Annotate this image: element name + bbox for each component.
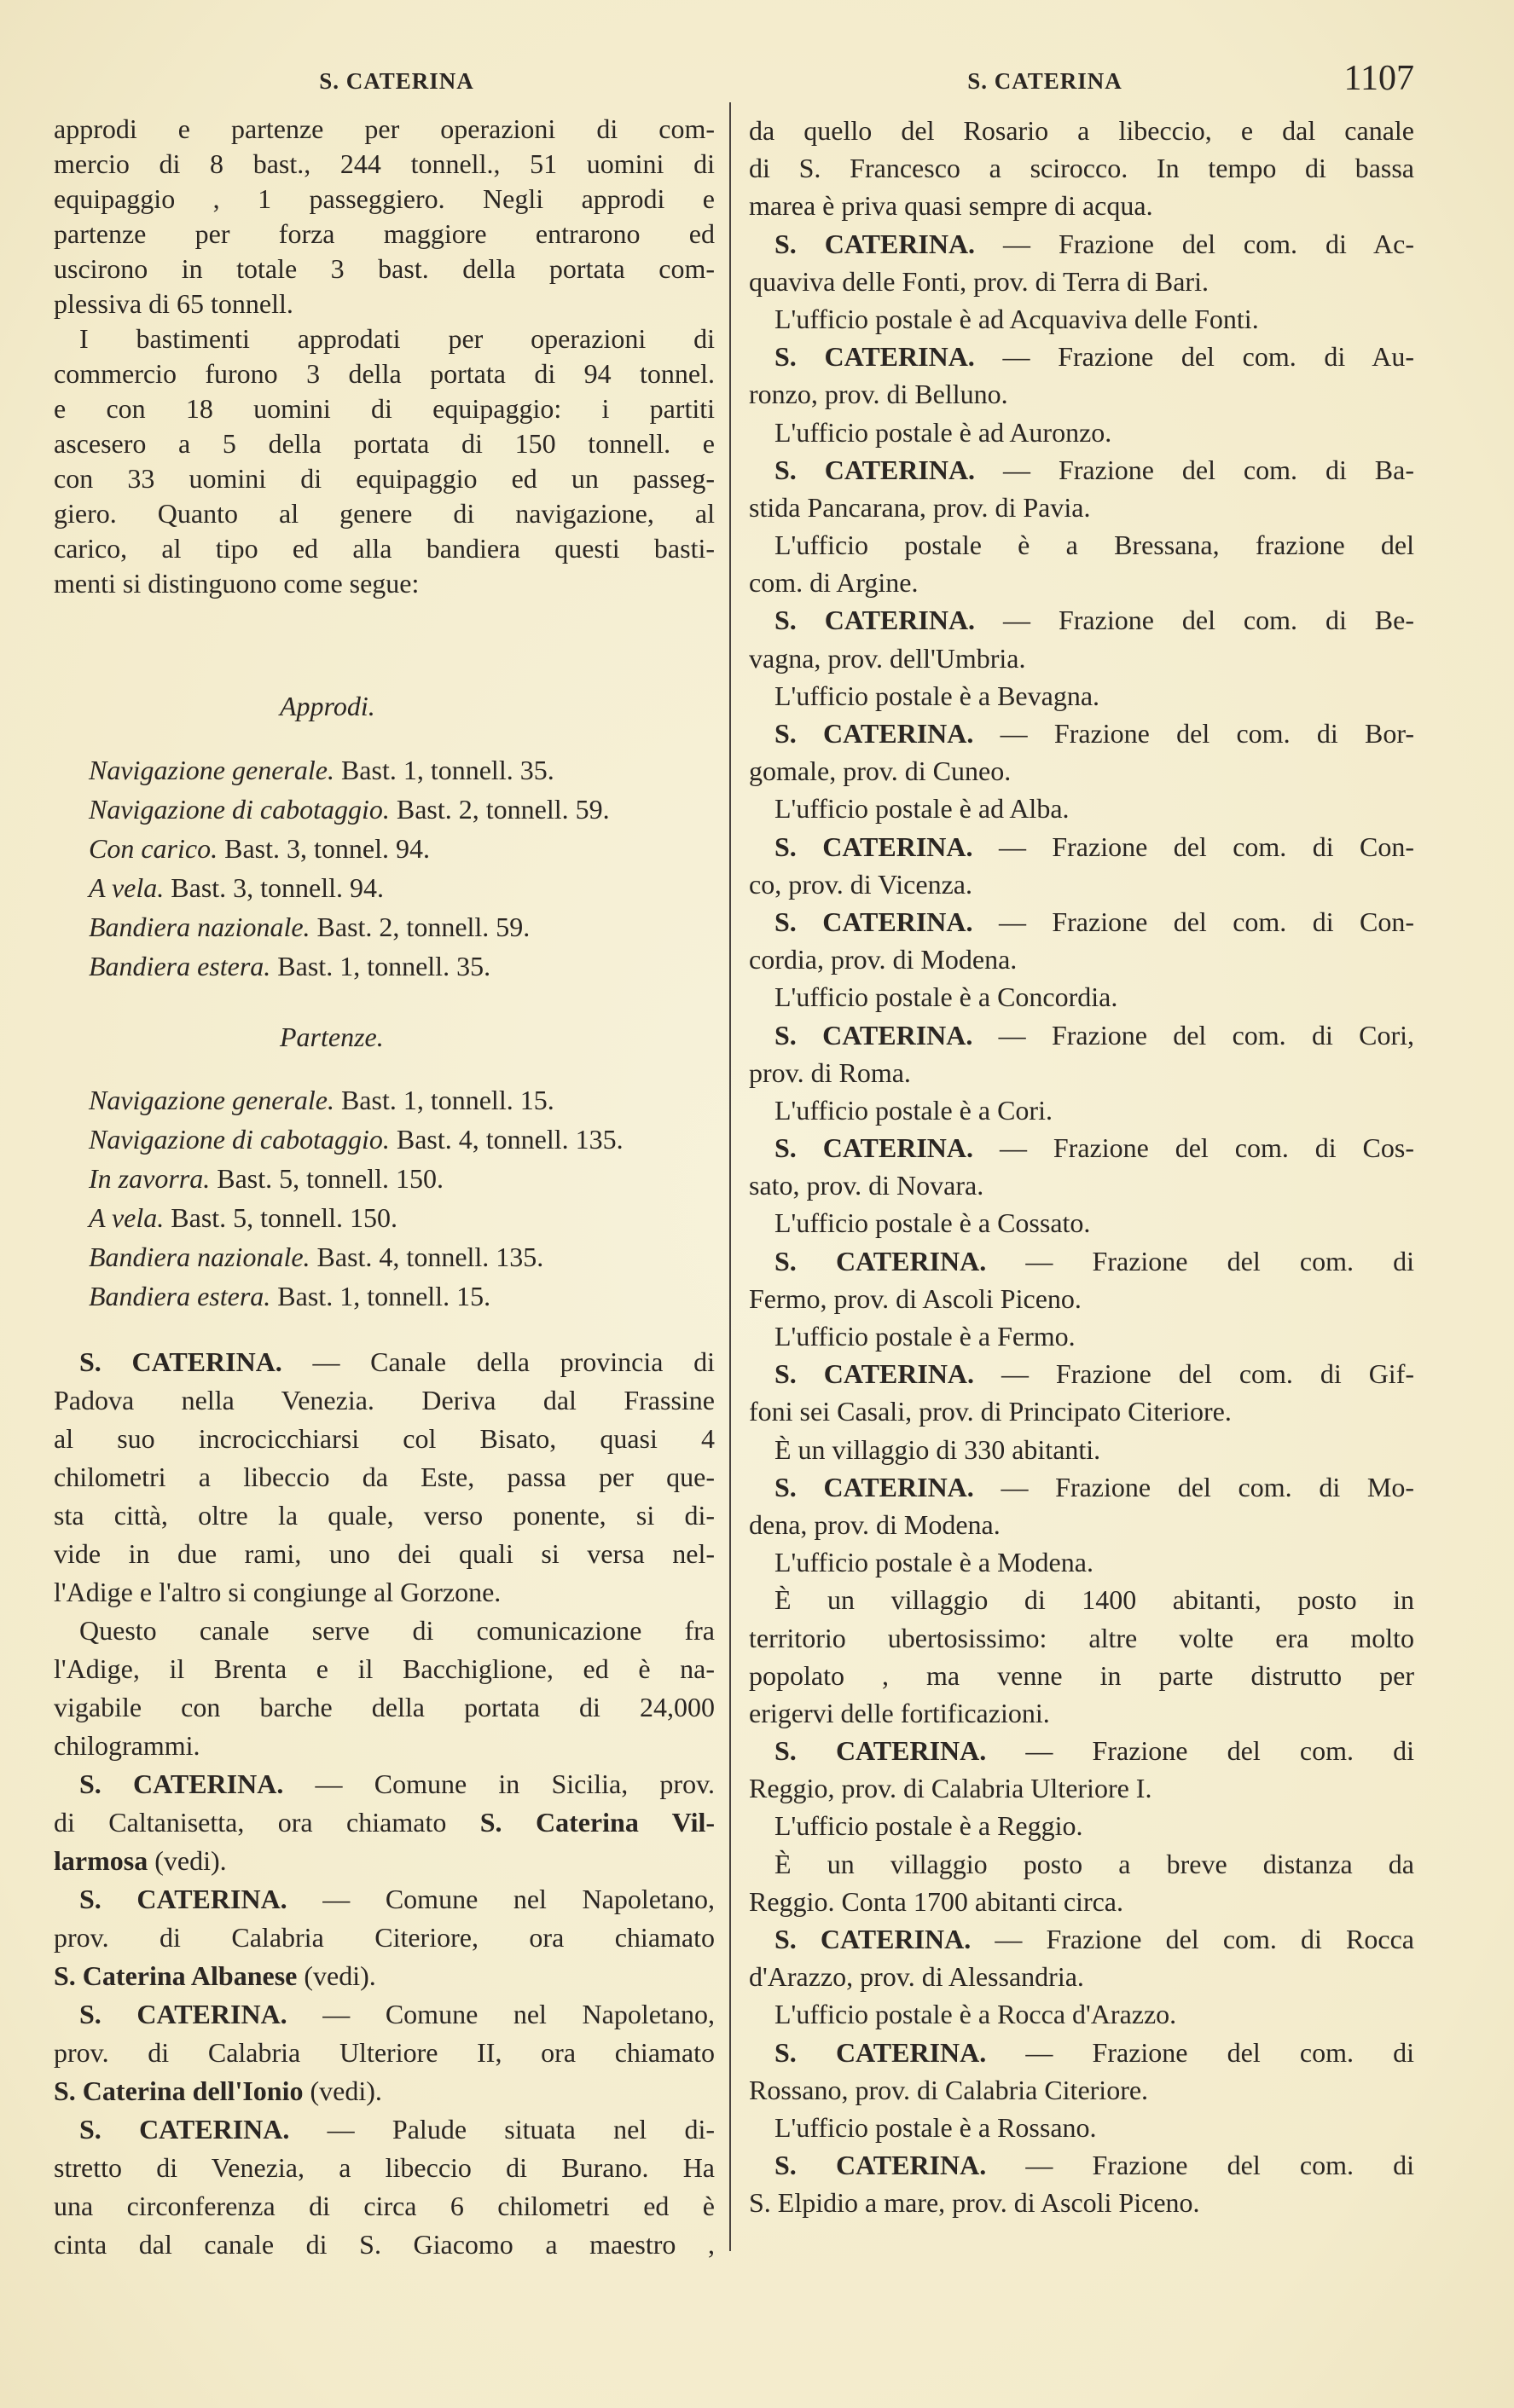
text-line	[54, 1343, 715, 1381]
line-text: stida Pancarana, prov. di Pavia.	[749, 491, 1091, 523]
line-text: — Frazione del com. di	[986, 1245, 1414, 1276]
line-text: vide in due rami, uno dei quali si versa nel-	[54, 1538, 715, 1569]
text-line	[749, 1543, 1414, 1581]
text-line	[749, 1204, 1414, 1242]
italic-label: Bandiera estera.	[89, 951, 271, 981]
line-text: vagna, prov. dell'Umbria.	[749, 642, 1026, 674]
text-line	[749, 225, 1414, 263]
line-text: menti si distinguono come segue:	[54, 568, 420, 599]
line-text: L'ufficio postale è ad Acquaviva delle Fonti.	[774, 303, 1259, 334]
line-text: giero. Quanto al genere di navigazione, al	[54, 498, 715, 529]
line-text: ronzo, prov. di Belluno.	[749, 379, 1008, 410]
text-line	[54, 496, 715, 531]
text-line	[749, 1694, 1414, 1732]
page-number: 1107	[1343, 59, 1414, 98]
line-text: Fermo, prov. di Ascoli Piceno.	[749, 1282, 1082, 1314]
entry-headword: S. CATERINA.	[79, 1999, 287, 2029]
text-line	[749, 1732, 1414, 1769]
line-text: (vedi).	[297, 1960, 376, 1991]
line-text: È un villaggio di 330 abitanti.	[774, 1433, 1101, 1465]
line-text: Bast. 1, tonnell. 15.	[334, 1085, 554, 1115]
line-text: — Frazione del com. di Gif-	[974, 1358, 1414, 1390]
text-line	[749, 1280, 1414, 1317]
text-line	[749, 677, 1414, 715]
line-text: sta città, oltre la quale, verso ponente, si di-	[54, 1500, 715, 1531]
line-text: Padova nella Venezia. Deriva dal Frassine	[54, 1385, 715, 1415]
line-text: Bast. 1, tonnell. 35.	[270, 951, 491, 981]
line-text: — Frazione del com. di	[986, 2036, 1414, 2068]
line-text: popolato , ma venne in parte distrutto per	[749, 1659, 1414, 1691]
line-text: Bast. 3, tonnell. 94.	[164, 872, 385, 903]
line-text: stretto di Venezia, a libeccio di Burano. Ha	[54, 2152, 715, 2183]
text-line	[749, 1769, 1414, 1807]
line-text: equipaggio , 1 passeggiero. Negli approdi e	[54, 183, 715, 214]
entries-left	[54, 1343, 715, 2264]
text-line	[54, 147, 715, 182]
text-line	[54, 1650, 715, 1688]
text-line	[749, 978, 1414, 1016]
line-text: — Frazione del com. di Rocca	[971, 1924, 1414, 1954]
line-text: I bastimenti approdati per operazioni di	[79, 323, 715, 354]
text-line	[54, 750, 715, 790]
text-line	[749, 564, 1414, 601]
entry-headword: S. CATERINA.	[774, 1019, 973, 1051]
italic-label: A vela.	[89, 872, 165, 903]
line-text: e con 18 uomini di equipaggio: i partiti	[54, 393, 715, 424]
text-line	[749, 489, 1414, 526]
approdi-heading: Approdi.	[280, 691, 375, 721]
text-line	[54, 391, 715, 426]
text-line	[54, 252, 715, 287]
line-text: — Frazione del com. di	[986, 1735, 1414, 1767]
text-line	[54, 1995, 715, 2034]
line-text: — Canale della provincia di	[281, 1346, 715, 1377]
line-text: L'ufficio postale è ad Auronzo.	[774, 416, 1112, 448]
entry-headword: S. Caterina Albanese	[54, 1960, 298, 1991]
line-text: commercio furono 3 della portata di 94 tonnel.	[54, 358, 715, 389]
line-text: — Frazione del com. di Be-	[975, 605, 1414, 636]
line-text: L'ufficio postale è a Cori.	[774, 1094, 1053, 1126]
line-text: — Frazione del com. di Cos-	[973, 1132, 1414, 1164]
approdi-list	[54, 750, 715, 986]
line-text: Bast. 4, tonnell. 135.	[389, 1124, 624, 1155]
line-text: foni sei Casali, prov. di Principato Citeriore.	[749, 1396, 1232, 1427]
text-line	[54, 2110, 715, 2149]
text-line	[749, 2109, 1414, 2146]
line-text: com. di Argine.	[749, 567, 919, 599]
intro-paragraphs	[54, 112, 715, 601]
text-line	[749, 2184, 1414, 2221]
line-text: l'Adige, il Brenta e il Bacchiglione, ed è na-	[54, 1653, 715, 1684]
line-text: quaviva delle Fonti, prov. di Terra di Bari.	[749, 265, 1209, 297]
line-text: sato, prov. di Novara.	[749, 1170, 984, 1201]
line-text: — Frazione del com. di Con-	[972, 831, 1414, 862]
column-divider	[729, 102, 731, 2251]
text-line	[54, 2226, 715, 2264]
line-text: erigervi delle fortificazioni.	[749, 1697, 1050, 1728]
text-line	[54, 1237, 715, 1276]
line-text: dena, prov. di Modena.	[749, 1508, 1001, 1540]
text-line	[54, 1957, 715, 1995]
line-text: l'Adige e l'altro si congiunge al Gorzone.	[54, 1577, 502, 1607]
line-text: marea è priva quasi sempre di acqua.	[749, 190, 1153, 222]
line-text: di Caltanisetta, ora chiamato	[54, 1807, 480, 1838]
line-text: S. Elpidio a mare, prov. di Ascoli Piceno.	[749, 2187, 1200, 2219]
line-text: — Frazione del com. di Bor-	[973, 718, 1414, 749]
entry-headword: S. CATERINA.	[774, 1245, 987, 1276]
text-line	[749, 2034, 1414, 2071]
text-line	[749, 451, 1414, 489]
line-text: Bast. 3, tonnel. 94.	[218, 833, 430, 864]
line-text: prov. di Roma.	[749, 1056, 911, 1088]
line-text: territorio ubertosissimo: altre volte era molto	[749, 1622, 1414, 1653]
line-text: (vedi).	[303, 2075, 382, 2106]
text-line	[749, 1581, 1414, 1618]
right-column	[749, 112, 1414, 2222]
entry-headword: S. CATERINA.	[774, 2150, 987, 2181]
line-text: uscirono in totale 3 bast. della portata com-	[54, 253, 715, 284]
text-line	[54, 1765, 715, 1803]
line-text: approdi e partenze per operazioni di com-	[54, 113, 715, 144]
text-line	[749, 790, 1414, 827]
text-line	[54, 2187, 715, 2226]
text-line	[54, 1842, 715, 1880]
text-line	[749, 1883, 1414, 1920]
line-text: di S. Francesco a scirocco. In tempo di bassa	[749, 153, 1414, 184]
line-text: Rossano, prov. di Calabria Citeriore.	[749, 2074, 1149, 2105]
line-text: con 33 uomini di equipaggio ed un passeg-	[54, 463, 715, 494]
text-line	[54, 1159, 715, 1198]
entry-headword: S. CATERINA.	[774, 906, 973, 937]
text-line	[749, 338, 1414, 375]
text-line	[749, 2146, 1414, 2184]
line-text: L'ufficio postale è a Rossano.	[774, 2111, 1097, 2143]
entry-headword: S. CATERINA.	[774, 228, 976, 259]
text-line	[749, 1431, 1414, 1468]
text-line	[54, 1573, 715, 1612]
text-line	[749, 1355, 1414, 1392]
text-line	[749, 1054, 1414, 1091]
italic-label: Con carico.	[89, 833, 218, 864]
italic-label: Navigazione di cabotaggio.	[89, 1124, 390, 1155]
text-line	[54, 829, 715, 868]
text-line	[54, 1458, 715, 1496]
text-line	[54, 1727, 715, 1765]
line-text: Reggio. Conta 1700 abitanti circa.	[749, 1885, 1123, 1917]
text-line	[54, 1919, 715, 1957]
text-line	[54, 946, 715, 986]
italic-label: In zavorra.	[89, 1163, 211, 1194]
line-text: chilogrammi.	[54, 1730, 200, 1761]
text-line	[54, 182, 715, 217]
text-line	[54, 1803, 715, 1842]
text-line	[749, 752, 1414, 790]
line-text: ascesero a 5 della portata di 150 tonnell. e	[54, 428, 715, 459]
text-line	[749, 1920, 1414, 1958]
text-line	[54, 868, 715, 907]
line-text: plessiva di 65 tonnell.	[54, 288, 293, 319]
entry-headword: S. CATERINA.	[774, 605, 976, 636]
line-text: Bast. 4, tonnell. 135.	[310, 1242, 544, 1272]
entry-headword: S. CATERINA.	[774, 2036, 987, 2068]
line-text: Bast. 1, tonnell. 15.	[270, 1281, 491, 1311]
entry-headword: S. CATERINA.	[79, 1768, 284, 1799]
text-line	[749, 2071, 1414, 2109]
text-line	[749, 149, 1414, 187]
entry-headword: S. Caterina Vil-	[479, 1807, 715, 1838]
line-text: da quello del Rosario a libeccio, e dal canale	[749, 115, 1414, 146]
text-line	[54, 426, 715, 461]
text-line	[54, 1535, 715, 1573]
line-text: chilometri a libeccio da Este, passa per que-	[54, 1462, 715, 1492]
text-line	[749, 375, 1414, 413]
line-text: L'ufficio postale è a Bevagna.	[774, 680, 1100, 711]
line-text: Questo canale serve di comunicazione fra	[79, 1615, 715, 1646]
text-line	[54, 356, 715, 391]
text-line	[54, 2034, 715, 2072]
entry-headword: S. CATERINA.	[774, 1735, 987, 1767]
text-line	[54, 217, 715, 252]
entry-headword: S. CATERINA.	[774, 341, 975, 373]
text-line	[54, 1120, 715, 1159]
line-text: — Frazione del com. di Au-	[974, 341, 1414, 373]
line-text: partenze per forza maggiore entrarono ed	[54, 218, 715, 249]
italic-label: Bandiera nazionale.	[89, 1242, 310, 1272]
entry-headword: S. CATERINA.	[79, 1346, 282, 1377]
text-line	[54, 531, 715, 566]
line-text: vigabile con barche della portata di 24,000	[54, 1692, 715, 1722]
text-line	[749, 1506, 1414, 1543]
line-text: una circonferenza di circa 6 chilometri ed è	[54, 2191, 715, 2221]
entry-headword: S. CATERINA.	[774, 1132, 974, 1164]
line-text: L'ufficio postale è a Rocca d'Arazzo.	[774, 1999, 1177, 2030]
text-line	[54, 321, 715, 356]
line-text: mercio di 8 bast., 244 tonnell., 51 uomini di	[54, 148, 715, 179]
italic-label: Bandiera estera.	[89, 1281, 271, 1311]
partenze-list	[54, 1080, 715, 1316]
entry-headword: S. CATERINA.	[774, 1471, 974, 1502]
text-line	[749, 1807, 1414, 1844]
entry-headword: S. CATERINA.	[79, 2114, 290, 2145]
line-text: prov. di Calabria Citeriore, ora chiamato	[54, 1922, 715, 1953]
text-line	[749, 1016, 1414, 1054]
entry-headword: S. CATERINA.	[774, 454, 976, 485]
line-text: — Frazione del com. di Ac-	[975, 228, 1414, 259]
line-text: — Comune in Sicilia, prov.	[283, 1768, 715, 1799]
line-text: (vedi).	[148, 1845, 227, 1876]
text-line	[749, 640, 1414, 677]
text-line	[749, 1657, 1414, 1694]
entry-headword: S. CATERINA.	[79, 1884, 287, 1914]
line-text: L'ufficio postale è a Fermo.	[774, 1321, 1076, 1352]
line-text: L'ufficio postale è a Concordia.	[774, 981, 1118, 1013]
line-text: Bast. 5, tonnell. 150.	[164, 1202, 398, 1233]
line-text: Reggio, prov. di Calabria Ulteriore I.	[749, 1773, 1152, 1804]
text-line	[54, 2072, 715, 2110]
text-line	[749, 1995, 1414, 2033]
line-text: È un villaggio posto a breve distanza da	[774, 1848, 1414, 1879]
text-line	[749, 865, 1414, 903]
text-line	[749, 941, 1414, 978]
entry-headword: larmosa	[54, 1845, 148, 1876]
italic-label: Navigazione generale.	[89, 755, 334, 785]
text-line	[749, 1166, 1414, 1204]
text-line	[749, 1129, 1414, 1166]
line-text: co, prov. di Vicenza.	[749, 868, 972, 900]
line-text: prov. di Calabria Ulteriore II, ora chiamato	[54, 2037, 715, 2068]
running-header-right: S. CATERINA	[967, 68, 1122, 94]
line-text: L'ufficio postale è a Reggio.	[774, 1810, 1083, 1842]
text-line	[749, 601, 1414, 639]
text-line	[749, 112, 1414, 149]
line-text: Bast. 5, tonnell. 150.	[210, 1163, 444, 1194]
italic-label: Navigazione generale.	[89, 1085, 334, 1115]
line-text: Bast. 1, tonnell. 35.	[334, 755, 554, 785]
text-line	[54, 1612, 715, 1650]
partenze-heading: Partenze.	[280, 1022, 384, 1052]
text-line	[54, 112, 715, 147]
left-column	[54, 112, 715, 2264]
text-line	[749, 526, 1414, 564]
line-text: Bast. 2, tonnell. 59.	[389, 794, 610, 825]
line-text: al suo incrocicchiarsi col Bisato, quasi 4	[54, 1423, 715, 1454]
italic-label: A vela.	[89, 1202, 165, 1233]
text-line	[749, 414, 1414, 451]
line-text: — Frazione del com. di	[986, 2150, 1414, 2181]
text-line	[749, 1317, 1414, 1355]
text-line	[54, 2149, 715, 2187]
text-line	[54, 790, 715, 829]
text-line	[749, 300, 1414, 338]
text-line	[749, 1619, 1414, 1657]
text-line	[749, 1845, 1414, 1883]
line-text: cinta dal canale di S. Giacomo a maestro ,	[54, 2229, 715, 2260]
text-line	[54, 1276, 715, 1316]
line-text: L'ufficio postale è a Cossato.	[774, 1207, 1091, 1239]
entry-headword: S. CATERINA.	[774, 831, 973, 862]
line-text: È un villaggio di 1400 abitanti, posto in	[774, 1584, 1414, 1616]
italic-label: Navigazione di cabotaggio.	[89, 794, 390, 825]
line-text: L'ufficio postale è ad Alba.	[774, 793, 1070, 825]
running-header-left: S. CATERINA	[319, 68, 474, 94]
line-text: cordia, prov. di Modena.	[749, 944, 1018, 975]
line-text: — Comune nel Napoletano,	[287, 1999, 715, 2029]
line-text: — Frazione del com. di Mo-	[973, 1471, 1414, 1502]
text-line	[54, 1080, 715, 1120]
line-text: — Frazione del com. di Cori,	[972, 1019, 1414, 1051]
text-line	[749, 828, 1414, 865]
line-text: — Comune nel Napoletano,	[287, 1884, 715, 1914]
line-text: — Frazione del com. di Con-	[972, 906, 1414, 937]
entry-headword: S. CATERINA.	[774, 1924, 972, 1954]
text-line	[749, 1242, 1414, 1280]
entry-headword: S. Caterina dell'Ionio	[54, 2075, 304, 2106]
line-text: d'Arazzo, prov. di Alessandria.	[749, 1961, 1084, 1993]
entry-headword: S. CATERINA.	[774, 1358, 975, 1390]
text-line	[749, 187, 1414, 224]
line-text: carico, al tipo ed alla bandiera questi basti-	[54, 533, 715, 564]
text-line	[54, 461, 715, 496]
text-line	[749, 263, 1414, 300]
text-line	[749, 1468, 1414, 1506]
italic-label: Bandiera nazionale.	[89, 912, 310, 942]
text-line	[54, 1880, 715, 1919]
line-text: L'ufficio postale è a Bressana, frazione del	[774, 530, 1414, 561]
text-line	[54, 1496, 715, 1535]
entry-headword: S. CATERINA.	[774, 718, 974, 749]
text-line	[54, 1198, 715, 1237]
text-line	[54, 1420, 715, 1458]
line-text: — Frazione del com. di Ba-	[975, 454, 1414, 485]
text-line	[749, 1958, 1414, 1995]
text-line	[54, 1381, 715, 1420]
text-line	[54, 287, 715, 321]
text-line	[54, 907, 715, 946]
line-text: gomale, prov. di Cuneo.	[749, 755, 1012, 787]
line-text: — Palude situata nel di-	[289, 2114, 715, 2145]
text-line	[749, 1392, 1414, 1430]
line-text: L'ufficio postale è a Modena.	[774, 1547, 1093, 1578]
text-line	[749, 1091, 1414, 1129]
text-line	[54, 566, 715, 601]
text-line	[54, 1688, 715, 1727]
text-line	[749, 715, 1414, 752]
text-line	[749, 903, 1414, 941]
line-text: Bast. 2, tonnell. 59.	[310, 912, 531, 942]
